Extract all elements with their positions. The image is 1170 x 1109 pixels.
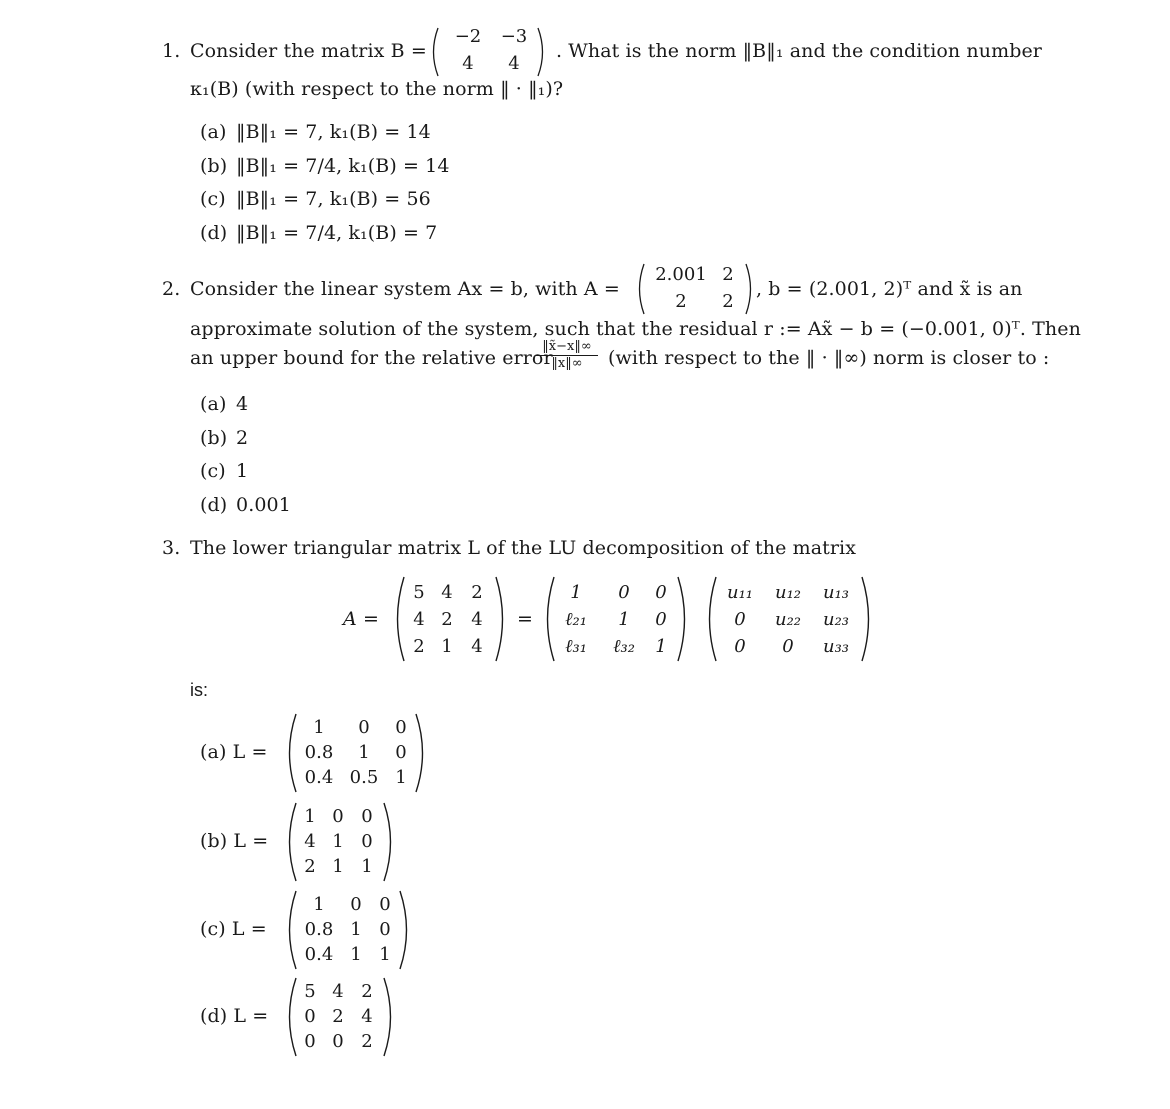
q3-option-c-label: (c) L =	[200, 918, 267, 940]
matrix-a-cell: 4	[441, 582, 453, 603]
q2-matrix-cell: 2	[722, 264, 734, 285]
q1-line2: κ₁(B) (with respect to the norm ‖ · ‖₁)?	[190, 78, 564, 100]
q1-matrix-left-paren	[428, 26, 440, 78]
option-b-cell: 2	[304, 856, 316, 877]
fraction-numerator: ‖x̃−x‖∞	[542, 339, 592, 354]
option-c-cell: 1	[313, 894, 325, 915]
option-d-cell: 4	[361, 1006, 373, 1027]
q1-intro: Consider the matrix B =	[190, 40, 427, 62]
matrix-l-cell: ℓ₃₁	[565, 636, 587, 657]
q1-number: 1.	[162, 40, 181, 62]
matrix-a-cell: 2	[441, 609, 453, 630]
q2-option-b-label: (b)	[200, 427, 228, 449]
matrix-a-cell: 4	[413, 609, 425, 630]
matrix-u-cell: u₁₁	[726, 582, 754, 603]
q1-option-a-label: (a)	[200, 121, 227, 143]
q1-matrix-cell: −3	[500, 26, 528, 47]
option-c-cell: 1	[379, 944, 391, 965]
option-b-cell: 0	[361, 831, 373, 852]
q3-option-a-right-paren	[414, 712, 430, 794]
q3-equals: =	[517, 608, 534, 630]
option-d-cell: 0	[332, 1031, 344, 1052]
q2-after-matrix: , b = (2.001, 2)ᵀ and x̃ is an	[756, 278, 1023, 300]
option-b-cell: 1	[304, 806, 316, 827]
q3-is-label: is:	[190, 680, 208, 700]
matrix-l-cell: ℓ₃₂	[613, 636, 635, 657]
option-b-cell: 1	[332, 831, 344, 852]
q3-intro: The lower triangular matrix L of the LU decomposition of the matrix	[190, 537, 857, 559]
matrix-l-cell: 1	[618, 609, 630, 630]
option-a-cell: 1	[395, 767, 407, 788]
option-a-cell: 0	[358, 717, 370, 738]
q3-option-b-right-paren	[382, 801, 398, 883]
matrix-l-cell: 1	[570, 582, 582, 603]
q3-option-d-left-paren	[282, 976, 298, 1058]
option-c-cell: 0.8	[304, 919, 334, 940]
relative-error-fraction	[536, 340, 598, 371]
q3-lhs: A =	[343, 608, 379, 630]
q2-option-d-text: 0.001	[236, 494, 291, 516]
q3-matrix-u-right-paren	[860, 575, 876, 663]
matrix-l-cell: ℓ₂₁	[565, 609, 587, 630]
q2-matrix-right-paren	[744, 262, 756, 316]
q3-option-c-left-paren	[282, 889, 298, 971]
option-c-cell: 0	[350, 894, 362, 915]
q3-option-b-label: (b) L =	[200, 830, 269, 852]
option-a-cell: 0	[395, 717, 407, 738]
q2-line2: approximate solution of the system, such that the residual r := Ax̃ − b = (−0.001, 0)ᵀ. Then	[190, 318, 1081, 340]
q1-option-b-label: (b)	[200, 155, 228, 177]
option-a-cell: 0.5	[349, 767, 379, 788]
option-b-cell: 1	[361, 856, 373, 877]
q3-option-a-label: (a) L =	[200, 741, 268, 763]
q2-matrix-cell: 2	[722, 291, 734, 312]
q2-intro: Consider the linear system Ax = b, with A =	[190, 278, 620, 300]
q2-option-a-label: (a)	[200, 393, 227, 415]
q1-option-a-text: ‖B‖₁ = 7, k₁(B) = 14	[236, 121, 431, 143]
matrix-a-cell: 1	[441, 636, 453, 657]
q3-matrix-u-left-paren	[702, 575, 718, 663]
option-b-cell: 0	[332, 806, 344, 827]
q1-matrix-cell: −2	[454, 26, 482, 47]
q3-number: 3.	[162, 537, 181, 559]
q1-option-d-text: ‖B‖₁ = 7/4, k₁(B) = 7	[236, 222, 438, 244]
matrix-l-cell: 0	[655, 582, 667, 603]
option-d-cell: 2	[332, 1006, 344, 1027]
option-b-cell: 4	[304, 831, 316, 852]
option-d-cell: 5	[304, 981, 316, 1002]
option-a-cell: 0.8	[304, 742, 334, 763]
matrix-u-cell: u₁₃	[822, 582, 850, 603]
q1-matrix-right-paren	[536, 26, 548, 78]
option-c-cell: 1	[350, 919, 362, 940]
q3-matrix-l-right-paren	[676, 575, 692, 663]
q3-option-c-right-paren	[398, 889, 414, 971]
q3-option-d-right-paren	[382, 976, 398, 1058]
q3-option-a-left-paren	[282, 712, 298, 794]
option-a-cell: 0	[395, 742, 407, 763]
q2-line3-pre: an upper bound for the relative error	[190, 347, 553, 369]
matrix-a-cell: 2	[413, 636, 425, 657]
matrix-u-cell: u₂₃	[822, 609, 850, 630]
matrix-u-cell: u₁₂	[774, 582, 802, 603]
option-c-cell: 1	[350, 944, 362, 965]
matrix-l-cell: 0	[618, 582, 630, 603]
q2-number: 2.	[162, 278, 181, 300]
option-a-cell: 1	[313, 717, 325, 738]
q1-option-c-label: (c)	[200, 188, 226, 210]
q1-option-b-text: ‖B‖₁ = 7/4, k₁(B) = 14	[236, 155, 450, 177]
q2-option-d-label: (d)	[200, 494, 228, 516]
matrix-l-cell: 1	[655, 636, 667, 657]
q2-option-c-label: (c)	[200, 460, 226, 482]
matrix-a-cell: 4	[471, 636, 483, 657]
matrix-a-cell: 5	[413, 582, 425, 603]
q2-matrix-cell: 2	[675, 291, 687, 312]
q2-matrix-cell: 2.001	[655, 264, 707, 285]
option-d-cell: 2	[361, 981, 373, 1002]
matrix-u-cell: u₂₂	[774, 609, 802, 630]
option-a-cell: 0.4	[304, 767, 334, 788]
option-c-cell: 0	[379, 919, 391, 940]
q2-matrix-left-paren	[634, 262, 646, 316]
q3-matrix-l-left-paren	[540, 575, 556, 663]
matrix-u-cell: 0	[734, 636, 746, 657]
q3-option-d-label: (d) L =	[200, 1005, 269, 1027]
matrix-u-cell: 0	[734, 609, 746, 630]
q2-option-a-text: 4	[236, 393, 249, 415]
matrix-a-cell: 2	[471, 582, 483, 603]
matrix-u-cell: u₃₃	[822, 636, 850, 657]
option-a-cell: 1	[358, 742, 370, 763]
q1-after-matrix: . What is the norm ‖B‖₁ and the condition number	[556, 40, 1042, 62]
fraction-denominator: ‖x‖∞	[551, 356, 583, 371]
option-c-cell: 0	[379, 894, 391, 915]
q2-option-b-text: 2	[236, 427, 249, 449]
option-d-cell: 2	[361, 1031, 373, 1052]
q1-option-d-label: (d)	[200, 222, 228, 244]
q3-matrix-a-left-paren	[390, 575, 406, 663]
q1-matrix-cell: 4	[462, 53, 474, 74]
option-d-cell: 0	[304, 1006, 316, 1027]
option-c-cell: 0.4	[304, 944, 334, 965]
q3-matrix-a-right-paren	[494, 575, 510, 663]
option-b-cell: 0	[361, 806, 373, 827]
q1-option-c-text: ‖B‖₁ = 7, k₁(B) = 56	[236, 188, 431, 210]
matrix-l-cell: 0	[655, 609, 667, 630]
q3-option-b-left-paren	[282, 801, 298, 883]
option-b-cell: 1	[332, 856, 344, 877]
matrix-a-cell: 4	[471, 609, 483, 630]
matrix-u-cell: 0	[782, 636, 794, 657]
q2-option-c-text: 1	[236, 460, 249, 482]
q1-matrix-cell: 4	[508, 53, 520, 74]
option-d-cell: 4	[332, 981, 344, 1002]
option-d-cell: 0	[304, 1031, 316, 1052]
q2-line3-post: (with respect to the ‖ · ‖∞) norm is closer to :	[608, 347, 1050, 369]
